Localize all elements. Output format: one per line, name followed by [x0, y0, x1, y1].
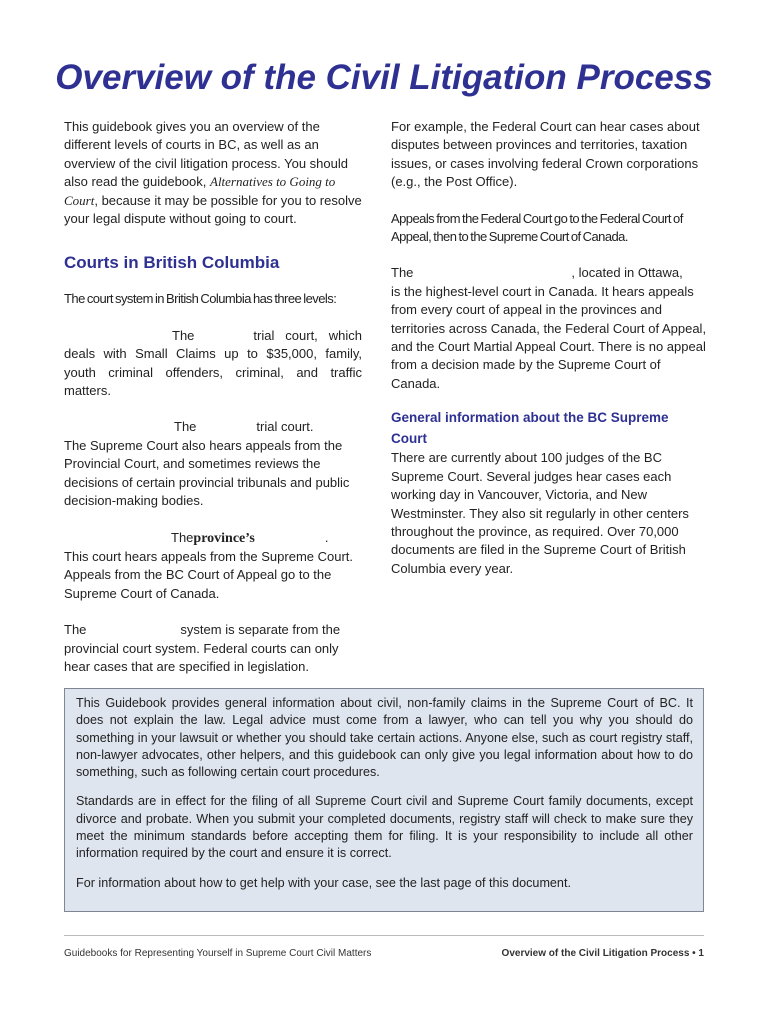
court-of-appeal-paragraph	[64, 529, 362, 604]
scc-description: is the highest-level court in Canada. It hears appeals from every court of appeal in the provinces and territories across Canada, the Federal Court of Appeal, and the Court Martial Appeal Court. There is no appeal from a decision made by the Supreme Court of Canada.	[391, 283, 707, 391]
federal-court-paragraph	[64, 621, 362, 676]
right-column	[391, 118, 707, 578]
left-column	[64, 118, 362, 676]
footer-series-title: Guidebooks for Representing Yourself in Supreme Court Civil Matters	[64, 948, 372, 959]
page-title: Overview of the Civil Litigation Process	[55, 58, 713, 97]
section-heading-courts: Courts in British Columbia	[64, 253, 280, 273]
court-of-appeal-text: The	[171, 529, 194, 545]
notice-help: For information about how to get help with your case, see the last page of this document.	[76, 875, 571, 890]
notice-box	[64, 688, 704, 912]
supreme-court-text: The	[174, 419, 197, 435]
footer	[64, 948, 704, 964]
federal-appeals-paragraph: Appeals from the Federal Court go to the Federal Court of Appeal, then to the Supreme Court of Canada.	[391, 210, 683, 245]
provincial-court-paragraph	[64, 327, 362, 401]
intro-text-end: , because it may be possible for you to resolve your legal dispute without going to court.	[64, 192, 362, 227]
general-info-paragraph: There are currently about 100 judges of the BC Supreme Court. Several judges hear cases each working day in Vancouver, Victoria, and New Westminster. They also sit regularly in other centers throughout the province, as required. Over 70,000 documents are filed in the Supreme Court of British Columbia every year.	[391, 450, 689, 576]
federal-court-text: The	[64, 622, 87, 638]
footer-divider	[64, 935, 704, 936]
supreme-court-paragraph	[64, 418, 362, 510]
scc-text: The	[391, 265, 414, 281]
court-of-appeal-text-bold: province’s	[193, 530, 255, 546]
levels-paragraph: The court system in British Columbia has three levels:	[64, 291, 337, 307]
section-heading-general: General information about the BC Supreme Court	[391, 410, 669, 447]
supreme-court-text: trial court.	[256, 419, 314, 435]
intro-text: This guidebook gives you an overview of the different levels of courts in BC, as well as an overview of the civil litigation process. You should also read the guidebook,	[64, 119, 348, 190]
provincial-court-text: The	[172, 327, 195, 343]
federal-court-description: system is separate from the provincial court system. Federal courts can only hear cases that are specified in legislation.	[64, 622, 341, 674]
scc-location: , located in Ottawa,	[571, 265, 683, 281]
notice-standards: Standards are in effect for the filing of all Supreme Court civil and Supreme Court family documents, except divorce and probate. When you submit your completed documents, registry staff will check to make sure they meet the minimum standards before accepting them for filing. It is your responsibility to include all other information required by the court and ensure it is correct.	[76, 794, 693, 861]
court-of-appeal-period: .	[324, 529, 329, 545]
federal-example-paragraph: For example, the Federal Court can hear cases about disputes between provinces and territories, taxation issues, or cases involving federal Crown corporations (e.g., the Post Office).	[391, 119, 700, 190]
provincial-court-description: which deals with Small Claims up to $35,000, family, youth criminal offenders, criminal, and traffic matters.	[64, 327, 362, 399]
guidebook-title: Alternatives to Going to Court	[64, 174, 336, 208]
supreme-court-canada-paragraph	[391, 264, 707, 393]
supreme-court-description: The Supreme Court also hears appeals from the Provincial Court, and sometimes reviews the decisions of certain provincial tribunals and public decision-making bodies.	[64, 437, 350, 509]
court-of-appeal-description: This court hears appeals from the Supreme Court. Appeals from the BC Court of Appeal go to the Supreme Court of Canada.	[64, 548, 354, 601]
notice-legal-advice: This Guidebook provides general information about civil, non-family claims in the Supreme Court of BC. It does not explain the law. Legal advice must come from a lawyer, who can tell you why you should do something in your lawsuit or whether you should take certain actions. Anyone else, such as court registry staff, non-lawyer advocates, other helpers, and this guidebook can only give you legal information about how to do something, such as following certain court procedures.	[76, 696, 693, 780]
footer-page-label: Overview of the Civil Litigation Process • 1	[501, 948, 704, 959]
intro-paragraph	[64, 118, 362, 228]
provincial-court-text: trial court,	[253, 327, 318, 343]
